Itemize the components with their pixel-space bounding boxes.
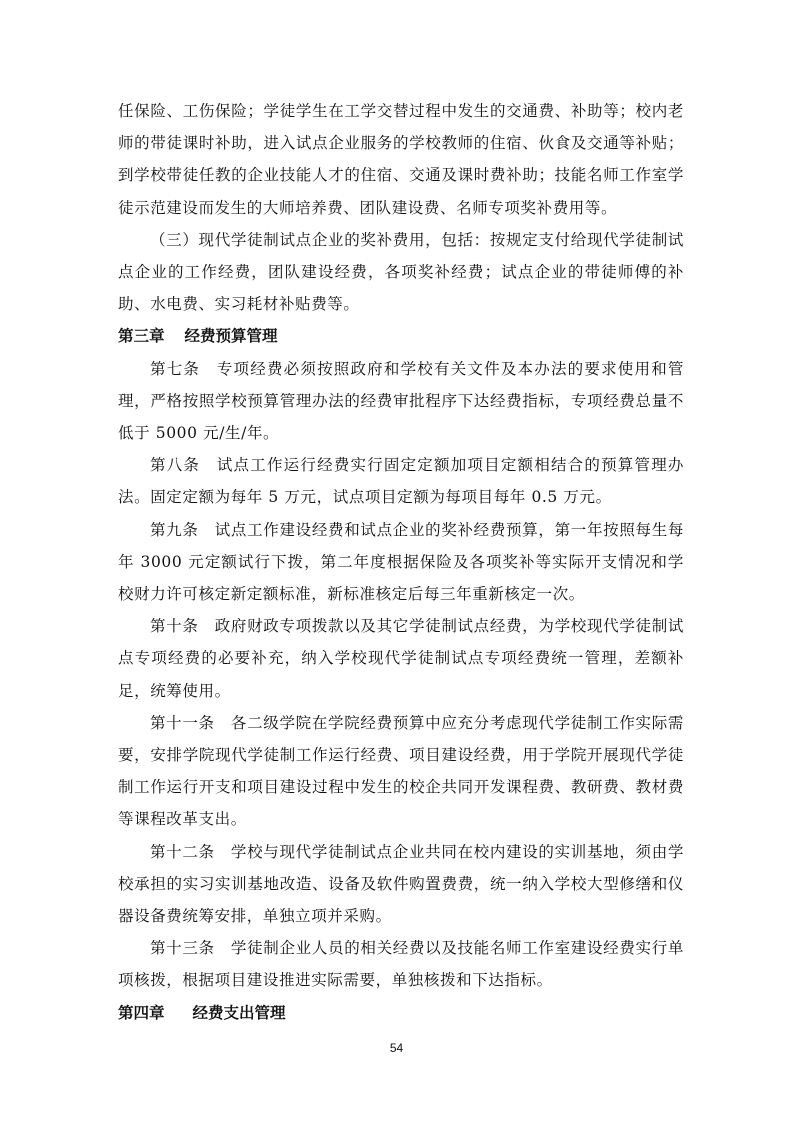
paragraph-continued-insurance: 任保险、工伤保险；学徒学生在工学交替过程中发生的交通费、补助等；校内老师的带徒课时补助，进入试点企业服务的学校教师的住宿、伙食及交通等补贴；到学校带徒任教的企业技能人才的住宿、交通及课时费补助；技能名师工作室学徒示范建设而发生的大师培养费、团队建设费、名师专项奖补费用等。 <box>118 102 684 217</box>
page-number: 54 <box>389 1041 404 1055</box>
article-10: 第十条 政府财政专项拨款以及其它学徒制试点经费，为学校现代学徒制试点专项经费的必要补充，纳入学校现代学徒制试点专项经费统一管理，差额补足，统筹使用。 <box>118 617 684 700</box>
chapter-title: 经费预算管理 <box>184 327 278 346</box>
document-body <box>118 95 684 1029</box>
chapter-title: 经费支出管理 <box>192 1003 286 1022</box>
article-11: 第十一条 各二级学院在学院经费预算中应充分考虑现代学徒制工作实际需要，安排学院现代学徒制工作运行经费、项目建设经费，用于学院开展现代学徒制工作运行开支和项目建设过程中发生的校企共同开发课程费、教研费、教材费等课程改革支出。 <box>118 713 684 829</box>
article-7: 第七条 专项经费必须按照政府和学校有关文件及本办法的要求使用和管理，严格按照学校预算管理办法的经费审批程序下达经费指标，专项经费总量不低于 5000 元/生/年。 <box>118 359 684 443</box>
chapter-number: 第四章 <box>118 1003 165 1022</box>
article-8: 第八条 试点工作运行经费实行固定定额加项目定额相结合的预算管理办法。固定定额为每年 5 万元，试点项目定额为每项目每年 0.5 万元。 <box>118 456 684 507</box>
chapter-number: 第三章 <box>118 327 165 346</box>
article-13: 第十三条 学徒制企业人员的相关经费以及技能名师工作室建设经费实行单项核拨，根据项目建设推进实际需要，单独核拨和下达指标。 <box>118 939 684 990</box>
article-12: 第十二条 学校与现代学徒制试点企业共同在校内建设的实训基地，须由学校承担的实习实训基地改造、设备及软件购置费费，统一纳入学校大型修缮和仪器设备费统筹安排，单独立项并采购。 <box>118 842 684 926</box>
article-9: 第九条 试点工作建设经费和试点企业的奖补经费预算，第一年按照每生每年 3000 元定额试行下拨，第二年度根据保险及各项奖补等实际开支情况和学校财力许可核定新定额标准，新标准核定后每三年重新核定一次。 <box>118 520 684 604</box>
paragraph-enterprise-subsidy: （三）现代学徒制试点企业的奖补费用，包括：按规定支付给现代学徒制试点企业的工作经费，团队建设经费，各项奖补经费；试点企业的带徒师傅的补助、水电费、实习耗材补贴费等。 <box>118 230 684 314</box>
chapter-heading-4 <box>118 997 684 1029</box>
chapter-heading-3 <box>118 320 684 352</box>
